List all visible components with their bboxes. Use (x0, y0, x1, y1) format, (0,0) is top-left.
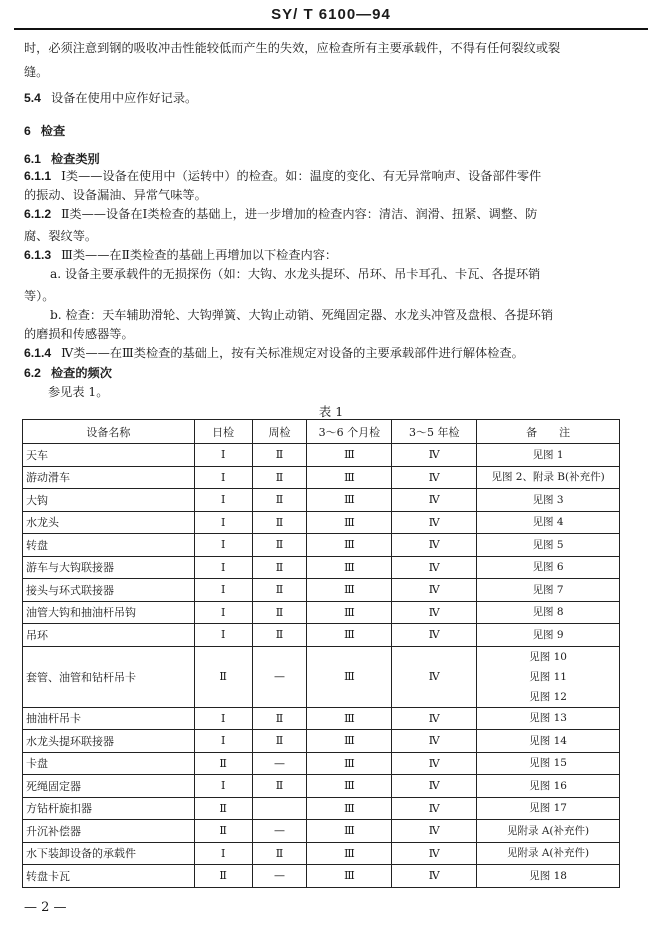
cell-weekly: Ⅱ (252, 466, 307, 489)
cell-equipment-name: 游车与大钩联接器 (23, 556, 195, 579)
note-line: 见图 9 (532, 628, 564, 641)
cell-daily: Ⅰ (194, 556, 252, 579)
cell-3-6-months: Ⅲ (307, 534, 392, 557)
paragraph-line: a. 设备主要承载件的无损探伤（如：大钩、水龙头提环、吊环、吊卡耳孔、卡瓦、各提环销 (50, 267, 541, 281)
cell-notes (477, 730, 620, 753)
section-number: 6.1 (24, 152, 41, 166)
cell-3-5-years: Ⅳ (392, 624, 477, 647)
inspection-frequency-table (22, 419, 620, 888)
table-row (23, 534, 620, 557)
cell-3-6-months: Ⅲ (307, 820, 392, 843)
section-title: 检查类别 (50, 152, 100, 166)
section-text: Ⅰ类——设备在使用中（运转中）的检查。如：温度的变化、有无异常响声、设备部件零件 (61, 169, 542, 183)
cell-equipment-name: 大钩 (23, 489, 195, 512)
cell-weekly: Ⅱ (252, 624, 307, 647)
section-number: 6 (24, 124, 31, 138)
cell-equipment-name: 水龙头 (23, 511, 195, 534)
cell-notes (477, 579, 620, 602)
note-line: 见图 5 (532, 538, 564, 551)
header-equipment-name: 设备名称 (23, 420, 195, 444)
cell-notes (477, 556, 620, 579)
section-6-1-2 (24, 206, 537, 222)
header-weekly: 周检 (252, 420, 307, 444)
note-line: 见附录 A(补充件) (507, 847, 590, 860)
cell-daily: Ⅰ (194, 624, 252, 647)
table-row (23, 466, 620, 489)
section-number: 6.2 (24, 366, 41, 380)
cell-3-5-years: Ⅳ (392, 820, 477, 843)
cell-3-6-months: Ⅲ (307, 842, 392, 865)
cell-daily: Ⅰ (194, 444, 252, 467)
cell-3-6-months: Ⅲ (307, 865, 392, 888)
cell-weekly: Ⅱ (252, 579, 307, 602)
cell-daily: Ⅰ (194, 601, 252, 624)
header-rule (14, 28, 648, 30)
cell-weekly: Ⅱ (252, 601, 307, 624)
header-notes: 备 注 (477, 420, 620, 444)
cell-3-5-years: Ⅳ (392, 534, 477, 557)
cell-daily: Ⅰ (194, 842, 252, 865)
section-6-1-3 (24, 247, 337, 263)
cell-notes (477, 775, 620, 798)
page-number: — 2 — (24, 900, 67, 915)
cell-3-5-years: Ⅳ (392, 556, 477, 579)
cell-3-5-years: Ⅳ (392, 752, 477, 775)
cell-3-6-months: Ⅲ (307, 556, 392, 579)
cell-daily: Ⅰ (194, 489, 252, 512)
cell-weekly: Ⅱ (252, 730, 307, 753)
section-text: Ⅲ类——在Ⅱ类检查的基础上再增加以下检查内容： (61, 248, 338, 262)
cell-3-6-months: Ⅲ (307, 775, 392, 798)
section-text: 设备在使用中应作好记录。 (50, 91, 198, 105)
cell-weekly: Ⅱ (252, 775, 307, 798)
cell-3-5-years: Ⅳ (392, 865, 477, 888)
cell-weekly (252, 797, 307, 820)
cell-equipment-name: 接头与环式联接器 (23, 579, 195, 602)
cell-daily: Ⅱ (194, 820, 252, 843)
cell-3-5-years: Ⅳ (392, 730, 477, 753)
cell-daily: Ⅰ (194, 466, 252, 489)
table-row (23, 865, 620, 888)
cell-3-6-months: Ⅲ (307, 707, 392, 730)
cell-3-6-months: Ⅲ (307, 730, 392, 753)
note-line: 见图 6 (532, 561, 564, 574)
section-title: 检查的频次 (50, 366, 112, 380)
note-line: 见图 4 (532, 516, 564, 529)
section-number: 6.1.1 (24, 169, 52, 183)
paragraph-line: 腐、裂纹等。 (24, 229, 98, 243)
cell-3-5-years: Ⅳ (392, 646, 477, 707)
paragraph-line: 时，必须注意到钢的吸收冲击性能较低而产生的失效，应检查所有主要承载件，不得有任何裂纹或裂 (24, 41, 561, 55)
cell-3-6-months: Ⅲ (307, 444, 392, 467)
note-line: 见图 13 (529, 712, 567, 725)
cell-3-6-months: Ⅲ (307, 797, 392, 820)
note-line: 见图 16 (529, 779, 567, 792)
cell-weekly: — (252, 865, 307, 888)
cell-equipment-name: 吊环 (23, 624, 195, 647)
table-row (23, 444, 620, 467)
header-3-5-years: 3～5 年检 (392, 420, 477, 444)
paragraph-line: 的磨损和传感器等。 (24, 327, 134, 341)
note-line: 见图 18 (529, 869, 567, 882)
cell-notes (477, 865, 620, 888)
cell-weekly: — (252, 752, 307, 775)
table-row (23, 511, 620, 534)
table-row (23, 752, 620, 775)
table-row (23, 820, 620, 843)
paragraph-line: 参见表 1。 (48, 385, 109, 399)
cell-notes (477, 489, 620, 512)
cell-notes (477, 646, 620, 707)
cell-equipment-name: 套管、油管和钻杆吊卡 (23, 646, 195, 707)
cell-notes (477, 466, 620, 489)
note-line: 见图 2、附录 B(补充件) (491, 471, 605, 484)
table-row (23, 601, 620, 624)
cell-weekly: Ⅱ (252, 842, 307, 865)
note-line: 见图 7 (532, 583, 564, 596)
table-row (23, 707, 620, 730)
cell-weekly: Ⅱ (252, 511, 307, 534)
section-6-2-heading (24, 365, 112, 381)
cell-equipment-name: 抽油杆吊卡 (23, 707, 195, 730)
table-header-row (23, 420, 620, 444)
header-3-6-months: 3～6 个月检 (307, 420, 392, 444)
cell-daily: Ⅱ (194, 797, 252, 820)
cell-equipment-name: 水下装卸设备的承载件 (23, 842, 195, 865)
cell-weekly: Ⅱ (252, 707, 307, 730)
cell-3-6-months: Ⅲ (307, 579, 392, 602)
table-body (23, 444, 620, 888)
note-line: 见图 15 (529, 757, 567, 770)
cell-3-6-months: Ⅲ (307, 601, 392, 624)
cell-3-6-months: Ⅲ (307, 752, 392, 775)
section-6-1-1 (24, 168, 541, 184)
note-line: 见图 17 (529, 802, 567, 815)
cell-notes (477, 842, 620, 865)
section-number: 6.1.2 (24, 207, 52, 221)
cell-equipment-name: 水龙头提环联接器 (23, 730, 195, 753)
cell-3-6-months: Ⅲ (307, 466, 392, 489)
section-text: Ⅳ类——在Ⅲ类检查的基础上，按有关标准规定对设备的主要承载部件进行解体检查。 (61, 346, 524, 360)
cell-daily: Ⅰ (194, 707, 252, 730)
cell-daily: Ⅱ (194, 865, 252, 888)
cell-daily: Ⅰ (194, 579, 252, 602)
cell-notes (477, 752, 620, 775)
table-row (23, 775, 620, 798)
cell-daily: Ⅱ (194, 752, 252, 775)
section-title: 检查 (40, 124, 66, 138)
section-6-heading (24, 123, 65, 139)
cell-3-5-years: Ⅳ (392, 489, 477, 512)
cell-equipment-name: 死绳固定器 (23, 775, 195, 798)
cell-3-6-months: Ⅲ (307, 511, 392, 534)
cell-weekly: — (252, 646, 307, 707)
cell-weekly: Ⅱ (252, 556, 307, 579)
cell-3-6-months: Ⅲ (307, 646, 392, 707)
cell-3-5-years: Ⅳ (392, 842, 477, 865)
cell-weekly: — (252, 820, 307, 843)
cell-3-5-years: Ⅳ (392, 707, 477, 730)
cell-weekly: Ⅱ (252, 534, 307, 557)
cell-equipment-name: 转盘卡瓦 (23, 865, 195, 888)
paragraph-line: 的振动、设备漏油、异常气味等。 (24, 188, 207, 202)
cell-3-5-years: Ⅳ (392, 579, 477, 602)
cell-3-5-years: Ⅳ (392, 466, 477, 489)
cell-equipment-name: 转盘 (23, 534, 195, 557)
cell-notes (477, 601, 620, 624)
cell-notes (477, 624, 620, 647)
cell-equipment-name: 油管大钩和抽油杆吊钩 (23, 601, 195, 624)
cell-daily: Ⅰ (194, 730, 252, 753)
cell-daily: Ⅰ (194, 511, 252, 534)
paragraph-line: 缝。 (24, 65, 49, 79)
cell-equipment-name: 升沉补偿器 (23, 820, 195, 843)
table-row (23, 579, 620, 602)
section-number: 5.4 (24, 91, 41, 105)
cell-equipment-name: 游动滑车 (23, 466, 195, 489)
note-line: 见图 10 (529, 650, 567, 663)
cell-3-5-years: Ⅳ (392, 797, 477, 820)
cell-notes (477, 444, 620, 467)
table-row (23, 624, 620, 647)
note-line: 见图 3 (532, 493, 564, 506)
cell-equipment-name: 卡盘 (23, 752, 195, 775)
section-6-1-4 (24, 345, 524, 361)
cell-3-5-years: Ⅳ (392, 444, 477, 467)
cell-notes (477, 511, 620, 534)
table-row (23, 646, 620, 707)
table-row (23, 489, 620, 512)
cell-notes (477, 820, 620, 843)
cell-3-6-months: Ⅲ (307, 489, 392, 512)
table-row (23, 842, 620, 865)
note-line: 见图 8 (532, 606, 564, 619)
cell-3-5-years: Ⅳ (392, 601, 477, 624)
table-row (23, 730, 620, 753)
cell-daily: Ⅰ (194, 775, 252, 798)
cell-notes (477, 534, 620, 557)
table-row (23, 797, 620, 820)
cell-weekly: Ⅱ (252, 489, 307, 512)
paragraph-line: b. 检查：天车辅助滑轮、大钩弹簧、大钩止动销、死绳固定器、水龙头冲管及盘根、各提环销 (50, 308, 554, 322)
note-line: 见图 12 (529, 690, 567, 703)
cell-notes (477, 797, 620, 820)
cell-3-5-years: Ⅳ (392, 775, 477, 798)
cell-3-6-months: Ⅲ (307, 624, 392, 647)
note-line: 见图 14 (529, 734, 567, 747)
section-text: Ⅱ类——设备在Ⅰ类检查的基础上，进一步增加的检查内容：清洁、润滑、扭紧、调整、防 (61, 207, 538, 221)
cell-notes (477, 707, 620, 730)
section-number: 6.1.4 (24, 346, 52, 360)
cell-weekly: Ⅱ (252, 444, 307, 467)
table-row (23, 556, 620, 579)
section-5-4 (24, 90, 197, 106)
cell-equipment-name: 方钻杆旋扣器 (23, 797, 195, 820)
table-caption: 表 1 (318, 404, 344, 419)
cell-equipment-name: 天车 (23, 444, 195, 467)
cell-3-5-years: Ⅳ (392, 511, 477, 534)
note-line: 见附录 A(补充件) (507, 824, 590, 837)
section-6-1-heading (24, 151, 100, 167)
section-number: 6.1.3 (24, 248, 52, 262)
note-line: 见图 11 (529, 670, 567, 683)
paragraph-line: 等）。 (24, 289, 55, 303)
cell-daily: Ⅱ (194, 646, 252, 707)
header-daily: 日检 (194, 420, 252, 444)
cell-daily: Ⅰ (194, 534, 252, 557)
note-line: 见图 1 (532, 448, 564, 461)
document-header: SY/ T 6100—94 (271, 6, 391, 23)
